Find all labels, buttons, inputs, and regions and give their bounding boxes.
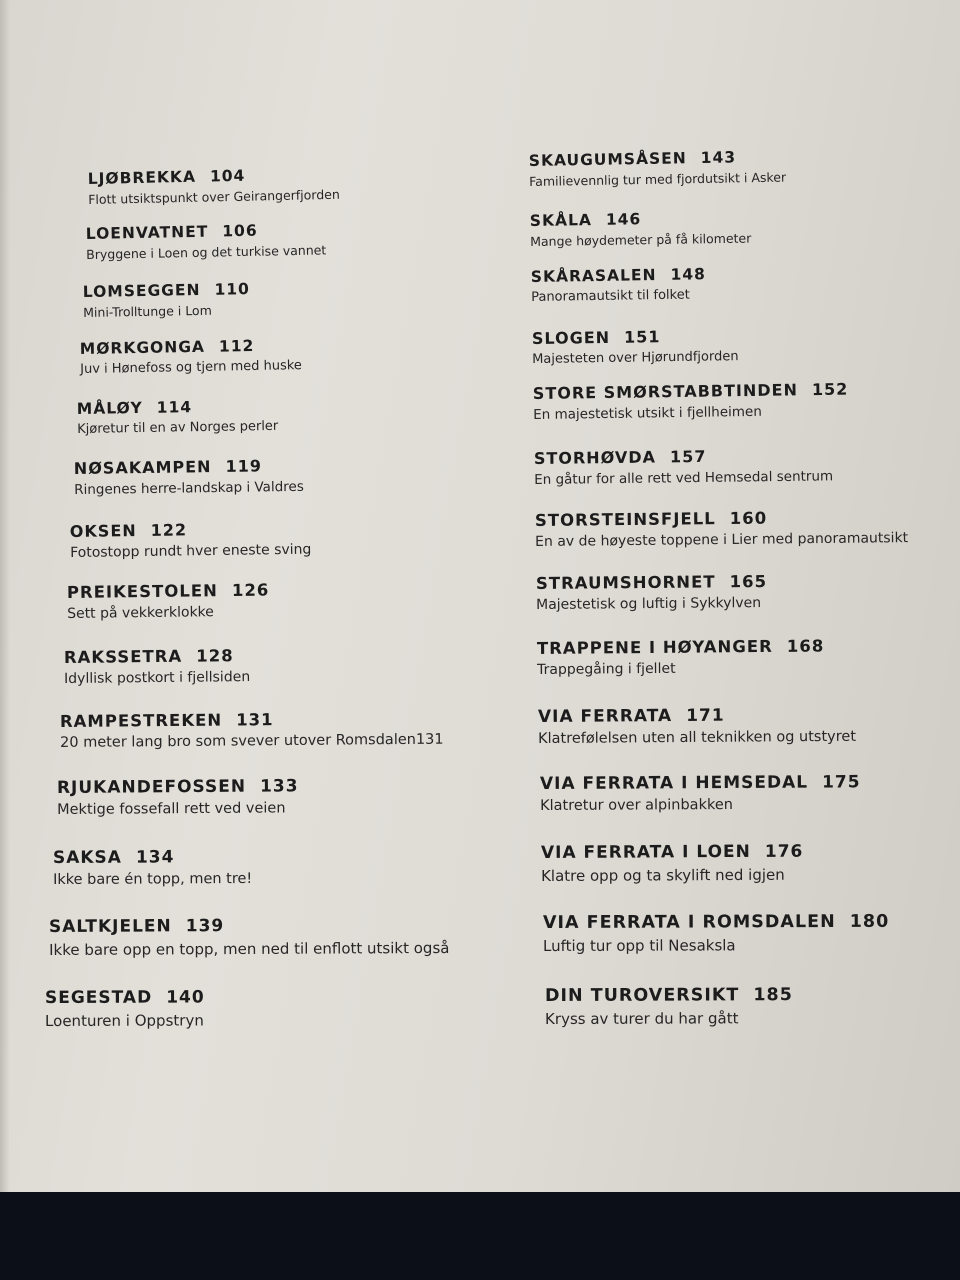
toc-entry-heading [57,776,299,798]
toc-entry-heading [541,842,804,863]
toc-entry-description: Loenturen i Oppstryn [45,1011,204,1030]
page-spine-shadow [0,0,10,1192]
toc-entry-title: OKSEN [69,521,137,542]
toc-entry-title: RAKSSETRA [63,646,183,667]
toc-entry-page-number: 114 [156,398,193,417]
toc-entry [536,572,767,613]
toc-entry [67,581,270,622]
toc-entry-title: RAMPESTREKEN [59,710,223,731]
toc-entry-page-number: 160 [729,508,768,528]
toc-entry [537,636,825,678]
toc-entry-heading [531,265,706,286]
toc-entry-page-number: 106 [222,221,258,241]
toc-entry-heading [67,581,270,602]
toc-entry [543,912,889,955]
toc-entry-page-number: 148 [670,265,707,284]
toc-entry-title: NØSAKAMPEN [73,457,212,479]
toc-entry-description: En av de høyeste toppene i Lier med panoramautsikt [535,530,909,550]
toc-entry-description: Fotostopp rundt hver eneste sving [70,541,312,561]
toc-entry-title: MØRKGONGA [79,337,206,359]
toc-entry-description: Klatre opp og ta skylift ned igjen [541,865,785,885]
toc-entry [530,209,752,249]
toc-entry-description: Luftig tur opp til Nesaksla [543,936,736,955]
toc-entry-title: STORSTEINSFJELL [534,509,716,530]
toc-entry-page-number: 175 [822,772,861,793]
toc-entry [53,847,252,888]
toc-entry-description: Majestetisk og luftig i Sykkylven [536,595,762,613]
toc-entry-description: Kryss av turer du har gått [545,1009,739,1028]
toc-entry [538,705,856,747]
toc-entry-page-number: 168 [786,636,825,656]
toc-entry-heading [49,915,449,937]
toc-entry [545,985,793,1028]
toc-entry-heading [537,636,825,658]
toc-entry-description: Trappegåing i fjellet [537,660,676,678]
toc-entry-heading [533,380,849,403]
toc-entry-title: VIA FERRATA I HEMSEDAL [539,772,809,794]
toc-entry-heading [545,985,793,1006]
toc-entry-page-number: 110 [214,280,251,299]
toc-entry-heading [74,456,304,478]
toc-entry-description: Flott utsiktspunkt over Geirangerfjorden [88,186,340,207]
toc-entry-page-number: 139 [185,916,225,937]
toc-entry-description: Bryggene i Loen og det turkise vannet [86,242,327,262]
toc-entry-title: SALTKJELEN [48,916,172,937]
toc-entry-page-number: 140 [166,987,205,1008]
toc-entry-description: 20 meter lang bro som svever utover Romsdalen131 [60,731,444,751]
toc-entry-title: VIA FERRATA I LOEN [540,841,751,863]
toc-entry-heading [530,209,751,230]
toc-entry-title: STRAUMSHORNET [535,572,716,593]
toc-entry-heading [529,148,786,170]
toc-entry [45,987,205,1030]
toc-entry-page-number: 146 [605,210,642,229]
toc-entry-title: VIA FERRATA I ROMSDALEN [542,911,836,933]
toc-entry-page-number: 143 [700,148,737,167]
toc-entry-heading [83,280,250,301]
toc-entry-description: Kjøretur til en av Norges perler [77,418,279,437]
toc-entry-heading [64,646,250,667]
toc-entry [86,220,327,262]
toc-entry-title: PREIKESTOLEN [66,581,219,603]
toc-entry-heading [86,220,326,243]
toc-entry-description: Mange høydemeter på få kilometer [530,230,752,249]
toc-entry-page-number: 131 [236,710,274,730]
toc-entry [49,915,450,959]
toc-entry-page-number: 157 [669,446,707,467]
toc-entry-description: Majesteten over Hjørundfjorden [532,349,739,367]
toc-entry-page-number: 122 [150,520,188,540]
toc-entry-title: LOMSEGGEN [82,280,201,302]
toc-entry-title: STORE SMØRSTABBTINDEN [532,380,799,404]
toc-entry-page-number: 133 [259,776,299,797]
toc-entry [60,709,444,751]
toc-entry-description: Mektige fossefall rett ved veien [57,800,286,818]
toc-entry-page-number: 104 [209,166,246,186]
toc-entry-title: SEGESTAD [44,987,153,1008]
toc-entry-title: VIA FERRATA [537,706,673,727]
toc-entry-page-number: 112 [218,336,255,356]
toc-entry-description: Ikke bare opp en topp, men ned til enflott utsikt også [49,938,450,959]
toc-entry [88,165,340,207]
toc-entry-heading [60,709,444,731]
toc-entry [535,507,908,550]
toc-entry [57,776,299,818]
toc-entry-title: SAKSA [52,847,122,868]
toc-entry [534,445,833,488]
toc-entry-heading [80,336,302,358]
toc-entry [77,397,279,437]
toc-entry-description: Juv i Hønefoss og tjern med huske [80,358,303,377]
toc-entry-heading [88,165,340,188]
toc-entry-heading [540,772,861,794]
toc-entry-description: Klatrefølelsen uten all teknikken og utstyret [538,728,857,747]
toc-entry-page-number: 128 [196,646,234,666]
toc-entry-description: Familievennlig tur med fjordutsikt i Asker [529,169,787,189]
toc-entry-heading [45,987,205,1008]
toc-entry-description: Idyllisk postkort i fjellsiden [64,669,251,687]
toc-entry-description: Klatretur over alpinbakken [540,796,733,814]
toc-entry-title: SKÅLA [529,211,593,231]
toc-entry-heading [77,397,278,418]
toc-entry-page-number: 151 [623,327,661,347]
toc-entry [541,842,804,885]
toc-entry-heading [535,507,908,530]
toc-entry [83,280,251,320]
toc-entry-title: TRAPPENE I HØYANGER [536,636,773,658]
toc-entry-page-number: 134 [135,847,175,868]
toc-entry-description: Panoramautsikt til folket [531,287,690,305]
toc-entry-title: SKAUGUMSÅSEN [528,149,687,171]
toc-entry-title: SKÅRASALEN [530,266,657,287]
toc-entry-title: DIN TUROVERSIKT [544,985,740,1006]
toc-entry-title: SLOGEN [531,327,611,348]
toc-entry [529,148,787,189]
toc-entry-description: Sett på vekkerklokke [67,604,214,622]
toc-entry [531,265,707,305]
toc-entry-heading [534,445,833,468]
toc-entry-title: LOENVATNET [85,222,209,244]
toc-entry-page-number: 185 [753,985,793,1006]
toc-entry-description: Mini-Trolltunge i Lom [83,302,212,320]
toc-entry-description: En gåtur for alle rett ved Hemsedal sentrum [534,468,834,488]
toc-entry-page-number: 119 [225,456,263,476]
toc-entry-heading [543,912,889,933]
toc-entry [80,336,302,377]
toc-entry-title: LJØBREKKA [87,167,197,189]
toc-entry [533,380,849,423]
toc-entry-heading [532,326,739,348]
toc-entry-page-number: 152 [811,379,849,400]
toc-entry [540,772,861,814]
toc-entry [532,326,739,367]
toc-entry [74,456,304,498]
toc-entry-heading [53,847,252,868]
toc-entry-description: Ringenes herre-landskap i Valdres [74,478,304,498]
toc-entry-page-number: 180 [849,911,890,932]
toc-entry-page-number: 176 [764,841,804,862]
toc-entry-page-number: 165 [729,571,768,592]
toc-entry-title: RJUKANDEFOSSEN [56,776,247,798]
toc-entry-description: Ikke bare én topp, men tre! [53,870,253,888]
toc-entry [64,646,250,687]
toc-entry-page-number: 126 [231,580,270,600]
dark-background [0,1192,960,1280]
toc-entry-title: STORHØVDA [533,447,657,469]
toc-entry-heading [538,705,856,727]
toc-entry-title: MÅLØY [76,398,143,419]
toc-entry-heading [70,519,311,541]
toc-entry-page-number: 171 [686,705,725,726]
toc-entry-description: En majestetisk utsikt i fjellheimen [533,403,762,423]
toc-entry [70,519,312,561]
toc-entry-heading [536,572,767,593]
